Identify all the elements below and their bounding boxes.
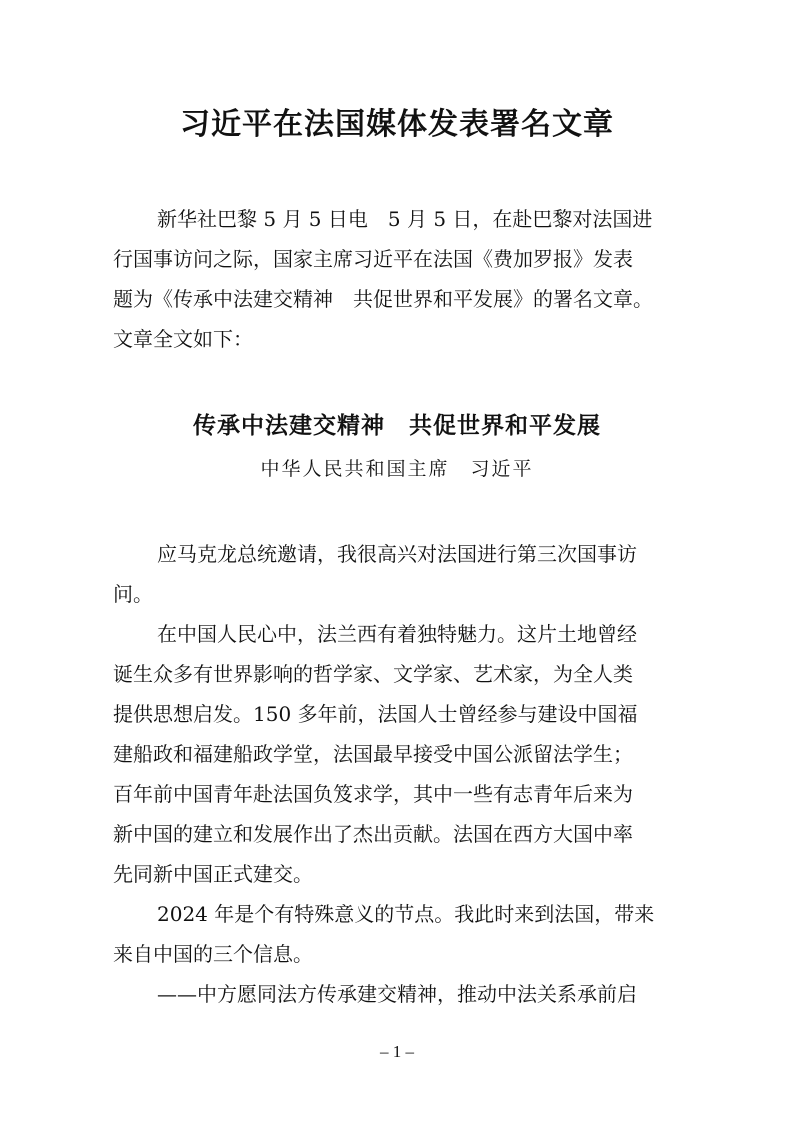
body-line: 诞生众多有世界影响的哲学家、文学家、艺术家，为全人类 — [113, 662, 633, 686]
article-title: 传承中法建交精神 共促世界和平发展 — [193, 412, 601, 439]
body-line: 新中国的建立和发展作出了杰出贡献。法国在西方大国中率 — [113, 822, 633, 846]
page-number: – 1 – — [380, 1042, 414, 1061]
lead-line: 新华社巴黎 5 月 5 日电 5 月 5 日，在赴巴黎对法国进 — [157, 207, 653, 231]
lead-line: 文章全文如下： — [113, 327, 253, 351]
article-body — [113, 534, 683, 1014]
body-line: 建船政和福建船政学堂，法国最早接受中国公派留法学生； — [113, 742, 633, 766]
byline: 中华人民共和国主席 习近平 — [260, 458, 534, 480]
body-line: 问。 — [113, 582, 153, 606]
body-line: 在中国人民心中，法兰西有着独特魅力。这片土地曾经 — [157, 622, 637, 646]
body-line: 先同新中国正式建交。 — [113, 862, 313, 886]
lead-line: 行国事访问之际，国家主席习近平在法国《费加罗报》发表 — [113, 247, 633, 271]
body-line: 来自中国的三个信息。 — [113, 942, 313, 966]
body-line: 2024 年是个有特殊意义的节点。我此时来到法国，带来 — [157, 902, 655, 926]
body-line: 应马克龙总统邀请，我很高兴对法国进行第三次国事访 — [157, 542, 637, 566]
lead-paragraph — [113, 199, 683, 359]
page-title: 习近平在法国媒体发表署名文章 — [180, 107, 614, 142]
lead-line: 题为《传承中法建交精神 共促世界和平发展》的署名文章。 — [113, 287, 653, 311]
body-line: 提供思想启发。150 多年前，法国人士曾经参与建设中国福 — [113, 702, 638, 726]
body-line: 百年前中国青年赴法国负笈求学，其中一些有志青年后来为 — [113, 782, 633, 806]
body-line: ——中方愿同法方传承建交精神，推动中法关系承前启 — [157, 982, 637, 1006]
